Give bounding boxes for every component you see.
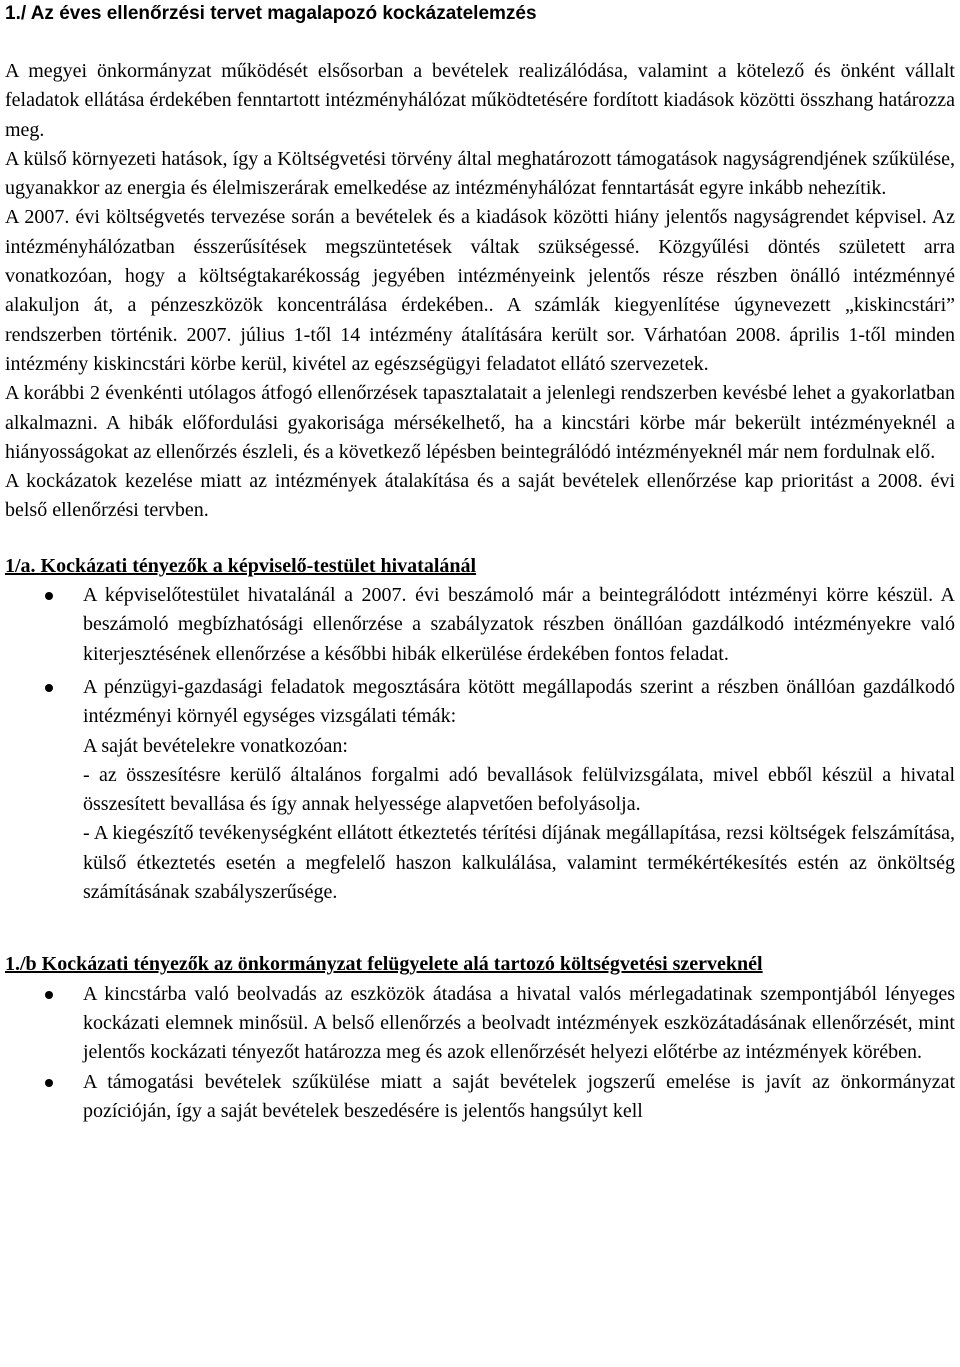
- document-page: [5, 0, 955, 1126]
- paragraph-previous-audits: A korábbi 2 évenkénti utólagos átfogó ellenőrzések tapasztalatait a jelenlegi rendszerben kevésbé lehet a gyakorlatban alkalmazni. A hibák előfordulási gyakorisága mérsékelhető, ha a kincstári körbe már bekerült intézményeknél a hiányosságokat az ellenőrzés észleli, és a következő lépésben beintegrálódó intézményeknél már nem fordulnak elő.: [5, 382, 955, 463]
- paragraph-risk-management: A kockázatok kezelése miatt az intézmények átalakítása és a saját bevételek ellenőrzése kap prioritást a 2008. évi belső ellenőrzési tervben.: [5, 470, 955, 522]
- section-1b-bullet-list: [5, 980, 955, 1126]
- section-1a-heading: 1/a. Kockázati tényezők a képviselő-testület hivatalánál: [5, 554, 477, 577]
- list-item: A támogatási bevételek szűkülése miatt a saját bevételek jogszerű emelése is javít az önkormányzat pozícióján, így a saját bevételek beszedésére is jelentős hangsúlyt kell: [5, 1068, 955, 1127]
- paragraph-operation-overview: A megyei önkormányzat működését elsősorban a bevételek realizálódása, valamint a kötelező és önként vállalt feladatok ellátása érdekében fenntartott intézményhálózat működtetésére fordított kiadások közötti összhang határozza meg.: [5, 60, 955, 141]
- sub-item-vat: - az összesítésre kerülő általános forgalmi adó bevallások felülvizsgálata, mivel ebből készül a hivatal összesített bevallása és így annak helyessége alapvetően befolyásolja.: [83, 763, 955, 816]
- sub-item-catering: - A kiegészítő tevékenységként ellátott étkeztetés térítési díjának megállapítása, rezsi költségek felszámítása, külső étkeztetés esetén a megfelelő haszon kalkulálása, valamint termékértékesítés estén az önköltség számításának szabályszerűsége.: [83, 822, 955, 904]
- paragraph-budget-2007: A 2007. évi költségvetés tervezése során a bevételek és a kiadások közötti hiány jelentős nagyságrendet képvisel. Az intézményhálózatban ésszerűsítések megszüntetések váltak szükségessé. Közgyűlési döntés született arra vonatkozóan, hogy a költségtakarékosság jegyében intézményeink jelentős része részben önálló intézménnyé alakuljon át, a pénzeszközök koncentrálása érdekében.. A számlák kiegyenlítése úgynevezett „kiskincstári” rendszerben történik. 2007. július 1-től 14 intézmény átalítására került sor. Várhatóan 2008. április 1-től minden intézmény kiskincstári körbe kerül, kivétel az egészségügyi feladatot ellátó szervezetek.: [5, 206, 955, 375]
- list-item: A pénzügyi-gazdasági feladatok megosztására kötött megállapodás szerint a részben önállóan gazdálkodó intézményi környél egységes vizsgálati témák: A saját bevételekre vonatkozóan: - az összesítésre kerülő általános forgalmi adó bevallások felülvizsgálata, mivel ebből készül a hivatal összesített bevallása és így annak helyessége alapvetően befolyásolja. - A kiegészítő tevékenységként ellátott étkeztetés térítési díjának megállapítása, rezsi költségek felszámítása, külső étkeztetés esetén a megfelelő haszon kalkulálása, valamint termékértékesítés estén az önköltség számításának szabályszerűsége.: [5, 673, 955, 907]
- list-item: A kincstárba való beolvadás az eszközök átadása a hivatal valós mérlegadatinak szempontjából lényeges kockázati elemnek minősül. A belső ellenőrzés a beolvadt intézmények eszközátadásának ellenőrzését, mint jelentős kockázati tényezőt határozza meg és azok ellenőrzését helyezi előtérbe az intézmények körében.: [5, 980, 955, 1068]
- section-1a-bullet-list: [5, 581, 955, 907]
- list-item: A képviselőtestület hivatalánál a 2007. évi beszámoló már a beintegrálódott intézményi körre készül. A beszámoló megbízhatósági ellenőrzése a szabályzatok részben önállóan gazdálkodó intézményekre való kiterjesztésének ellenőrzése a későbbi hibák elkerülése érdekében fontos feladat.: [5, 581, 955, 669]
- bullet-icon: [45, 991, 53, 999]
- bullet-icon: [45, 684, 53, 692]
- bullet-icon: [45, 592, 53, 600]
- paragraph-external-effects: A külső környezeti hatások, így a Költségvetési törvény által meghatározott támogatások nagyságrendjének szűkülése, ugyanakkor az energia és élelmiszerárak emelkedése az intézményhálózat fenntartását egyre inkább nehezítik.: [5, 147, 955, 200]
- bullet-icon: [45, 1079, 53, 1087]
- section-1-title: 1./ Az éves ellenőrzési tervet magalapozó kockázatelemzés: [5, 3, 537, 24]
- sub-heading-own-revenues: A saját bevételekre vonatkozóan:: [83, 734, 348, 757]
- section-1b-heading: 1./b Kockázati tényezők az önkormányzat felügyelete alá tartozó költségvetési szerveknél: [5, 953, 763, 976]
